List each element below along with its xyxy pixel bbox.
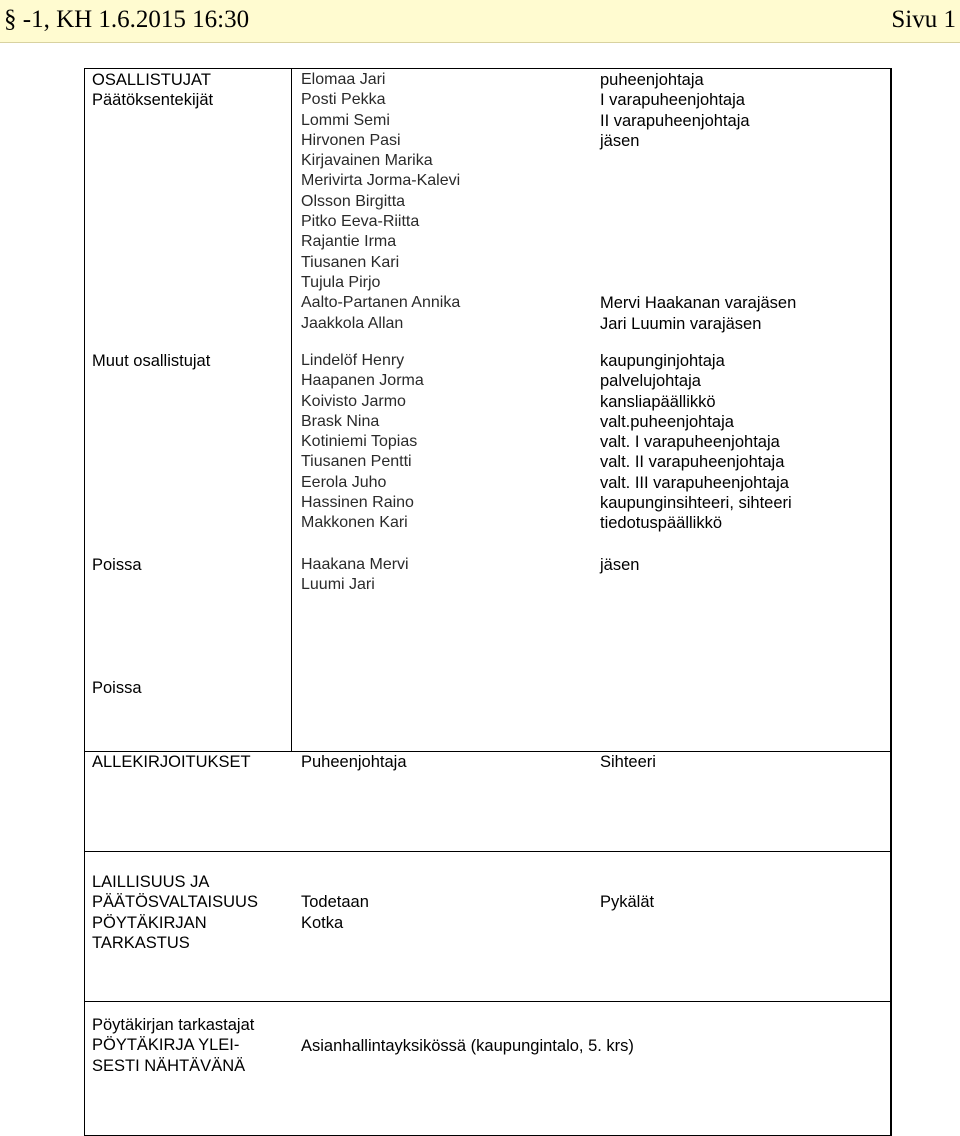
list-item: Merivirta Jorma-Kalevi — [301, 172, 461, 190]
osallistujat-label — [92, 70, 213, 111]
label-line: TARKASTUS — [92, 933, 190, 952]
text-line: Kotka — [301, 913, 344, 932]
legality-statement — [301, 872, 369, 933]
list-item: Aalto-Partanen Annika — [301, 294, 461, 312]
role-item: jäsen — [600, 131, 640, 150]
list-item: Eerola Juho — [301, 473, 387, 491]
label-line: PÖYTÄKIRJA YLEI- — [92, 1036, 240, 1055]
minutes-table — [84, 68, 892, 1136]
public-display-label — [92, 1015, 254, 1076]
role-item — [600, 253, 796, 273]
role-item: palvelujohtaja — [600, 372, 701, 391]
role-item: valt.puheenjohtaja — [600, 412, 734, 431]
role-item: kaupunginsihteeri, sihteeri — [600, 494, 792, 513]
list-item: Rajantie Irma — [301, 233, 397, 251]
list-item: Tujula Pirjo — [301, 273, 381, 291]
list-item: Tiusanen Pentti — [301, 453, 412, 471]
signatures-label: ALLEKIRJOITUKSET — [92, 753, 251, 771]
poissa-label: Poissa — [92, 556, 142, 574]
text-line — [301, 872, 369, 892]
role-item — [600, 212, 796, 232]
list-item: Kirjavainen Marika — [301, 152, 433, 170]
section-subheading: Päätöksentekijät — [92, 91, 214, 110]
role-item: valt. I varapuheenjohtaja — [600, 433, 780, 452]
list-item: Lindelöf Henry — [301, 352, 405, 369]
label-line: SESTI NÄHTÄVÄNÄ — [92, 1056, 246, 1075]
role-item: I varapuheenjohtaja — [600, 91, 745, 110]
list-item: Kotiniemi Topias — [301, 433, 418, 451]
absent-roles — [600, 555, 639, 575]
list-item: Posti Pekka — [301, 91, 386, 109]
row-divider — [85, 851, 890, 852]
role-item: II varapuheenjohtaja — [600, 111, 750, 130]
role-item: Mervi Haakanan varajäsen — [600, 294, 797, 313]
list-item: Makkonen Kari — [301, 514, 408, 532]
list-item: Pitko Eeva-Riitta — [301, 213, 420, 231]
label-line: Pöytäkirjan tarkastajat — [92, 1016, 255, 1034]
list-item: Hirvonen Pasi — [301, 131, 401, 149]
page-header-bar — [0, 0, 960, 43]
list-item: Lommi Semi — [301, 111, 390, 129]
muut-osallistujat-label: Muut osallistujat — [92, 352, 211, 370]
column-divider — [291, 69, 292, 751]
role-item: valt. II varapuheenjohtaja — [600, 453, 785, 472]
section-heading: OSALLISTUJAT — [92, 71, 211, 89]
role-item — [600, 192, 796, 212]
decision-makers-roles — [600, 70, 796, 334]
list-item: Hassinen Raino — [301, 494, 414, 512]
list-item: Brask Nina — [301, 412, 380, 430]
list-item: Haapanen Jorma — [301, 372, 424, 390]
list-item: Luumi Jari — [301, 576, 375, 594]
role-item — [600, 151, 796, 171]
role-item: Jari Luumin varajäsen — [600, 314, 762, 333]
list-item: Haakana Mervi — [301, 556, 409, 573]
chairperson-signature: Puheenjohtaja — [301, 753, 407, 771]
secretary-signature: Sihteeri — [600, 753, 656, 771]
list-item: Elomaa Jari — [301, 71, 386, 88]
public-display-location: Asianhallintayksikössä (kaupungintalo, 5. krs) — [301, 1037, 634, 1055]
list-item: Tiusanen Kari — [301, 253, 400, 271]
other-participants-roles — [600, 351, 792, 534]
role-item — [600, 273, 796, 293]
list-item: Olsson Birgitta — [301, 192, 406, 210]
role-item: jäsen — [600, 556, 640, 574]
text-line: Todetaan — [301, 893, 369, 912]
legality-label — [92, 872, 258, 953]
poissa-label-2: Poissa — [92, 679, 142, 697]
role-item: kansliapäällikkö — [600, 392, 716, 411]
list-item: Koivisto Jarmo — [301, 392, 406, 410]
absent-list — [301, 555, 409, 596]
label-line: LAILLISUUS JA — [92, 873, 210, 891]
label-line: PÄÄTÖSVALTAISUUS — [92, 893, 258, 912]
page-number: Sivu 1 — [891, 6, 956, 33]
list-item: Jaakkola Allan — [301, 314, 404, 332]
sections-label: Pykälät — [600, 893, 655, 911]
role-item — [600, 171, 796, 191]
role-item: valt. III varapuheenjohtaja — [600, 473, 789, 492]
label-line: PÖYTÄKIRJAN — [92, 913, 207, 932]
role-item — [600, 232, 796, 252]
role-item: kaupunginjohtaja — [600, 352, 725, 370]
document-reference: § -1, KH 1.6.2015 16:30 — [4, 6, 250, 33]
row-divider — [85, 1001, 890, 1002]
role-item: tiedotuspäällikkö — [600, 514, 722, 533]
other-participants-list — [301, 351, 424, 534]
role-item: puheenjohtaja — [600, 71, 704, 89]
decision-makers-list — [301, 70, 460, 334]
